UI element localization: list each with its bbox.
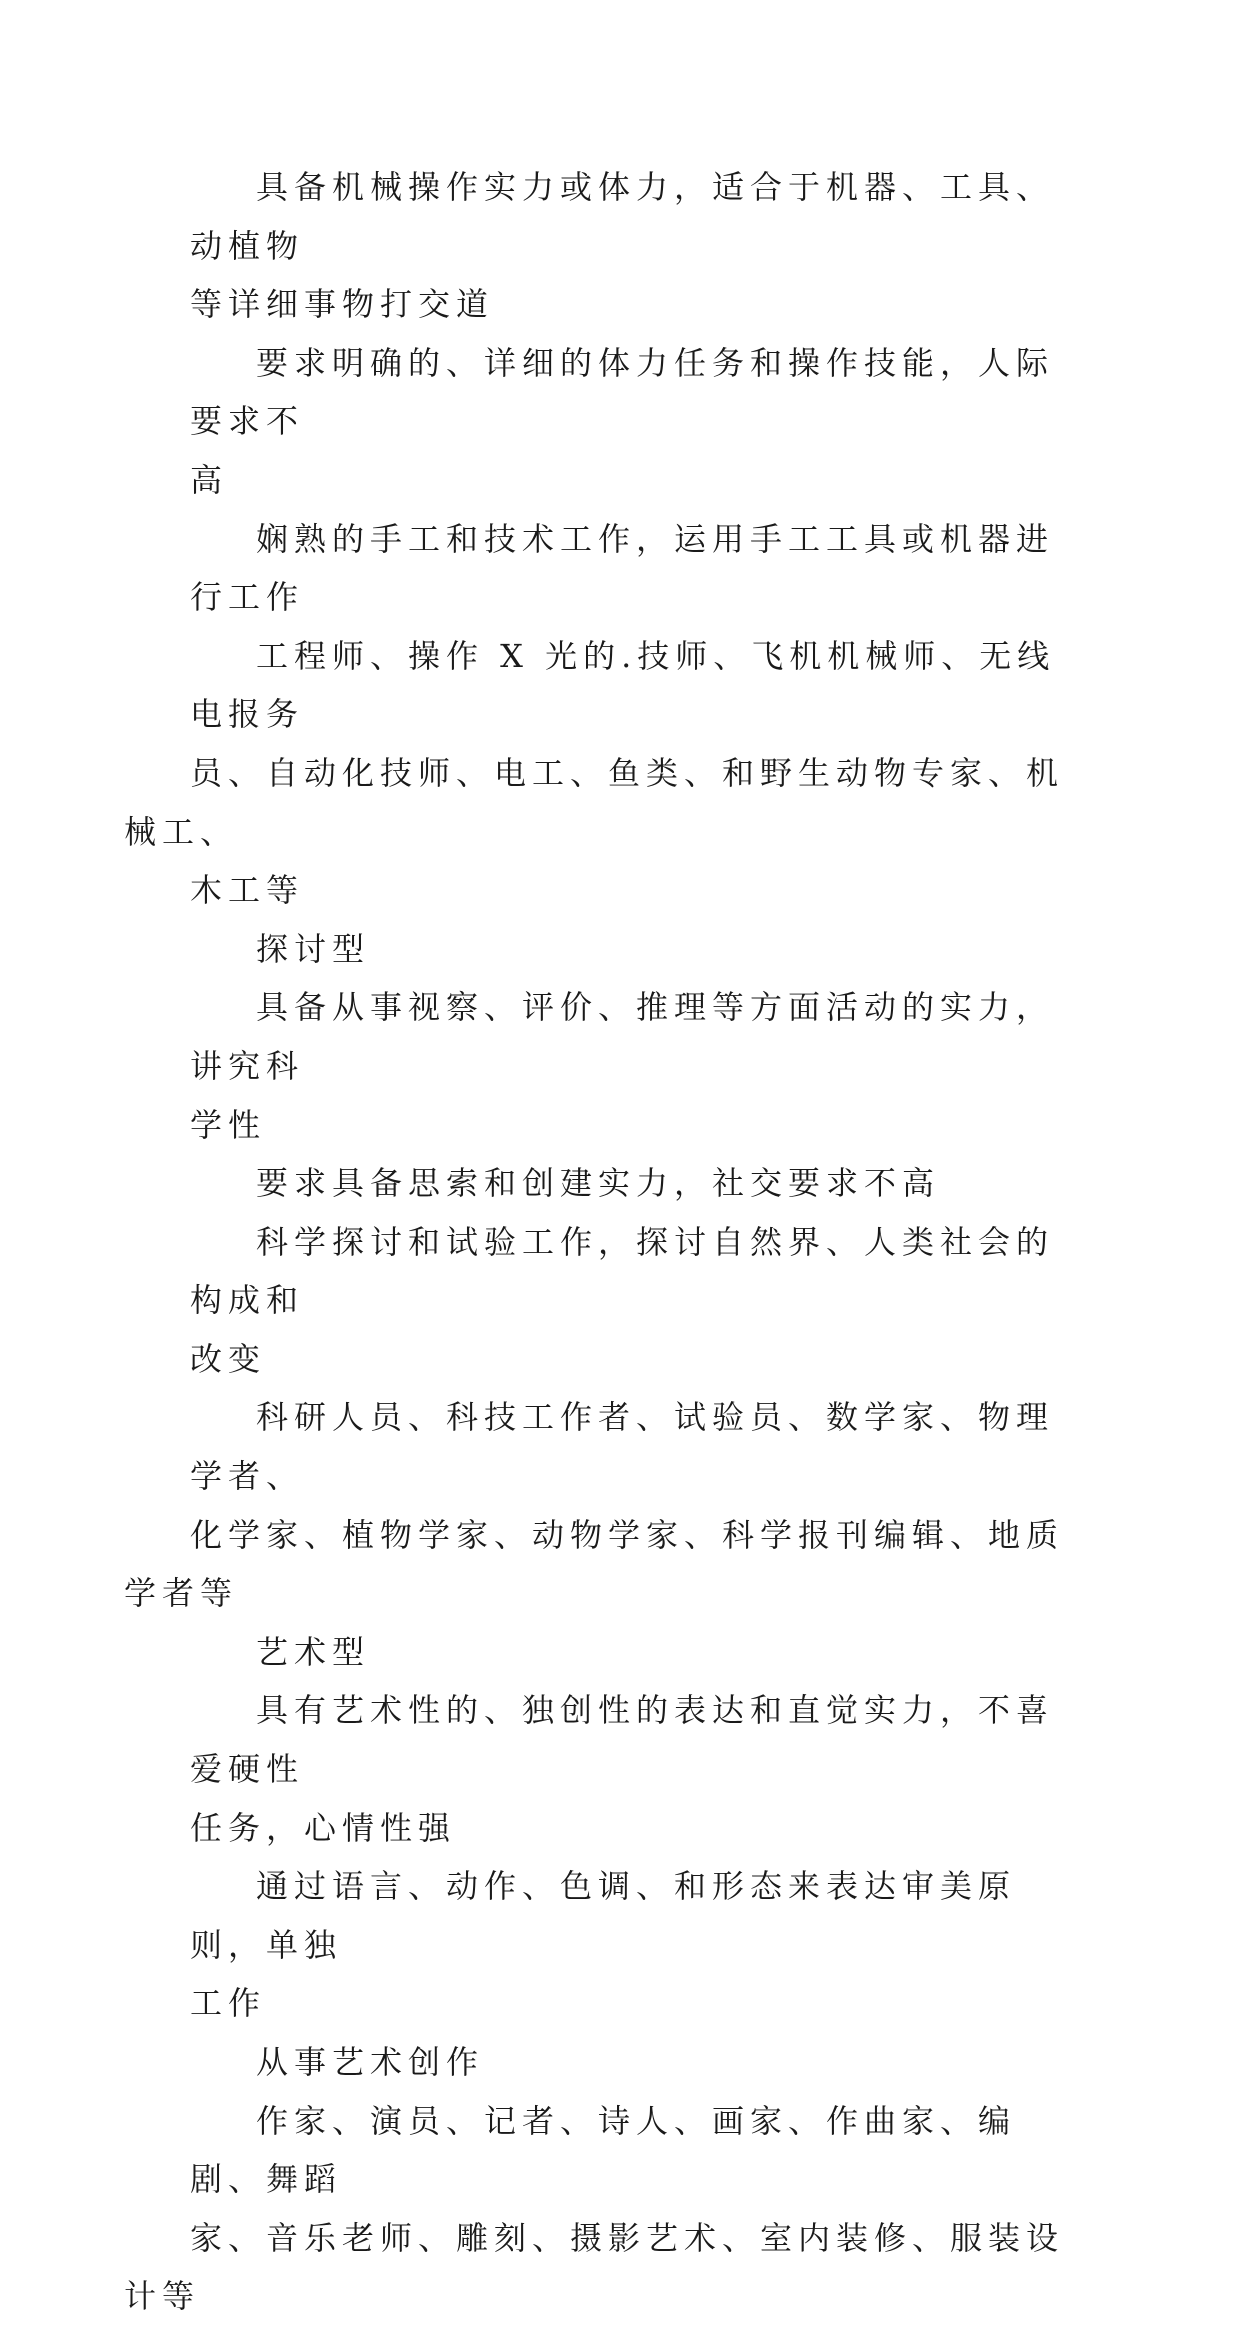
- text-line: 高: [190, 460, 229, 499]
- paragraph-aesthetic-expression: [190, 1857, 1070, 2033]
- text-line: 工程师、操作 X 光的.技师、飞机机械师、无线电报务: [190, 636, 1056, 734]
- paragraph-scientific-work: [190, 1213, 1070, 1389]
- text-line: 工作: [190, 1984, 267, 2023]
- text-line: 学性: [190, 1105, 267, 1144]
- text-line: 等详细事物打交道: [190, 285, 495, 324]
- text-line: 要求具备思索和创建实力，社交要求不高: [256, 1164, 941, 1203]
- paragraph-artistic-jobs: [124, 2092, 1070, 2326]
- paragraph-realistic-jobs: [124, 627, 1070, 920]
- paragraph-artistic-ability: [190, 1681, 1070, 1857]
- paragraph-physical-tasks: [190, 334, 1070, 510]
- text-line: 艺术型: [256, 1632, 371, 1671]
- text-line: 要求明确的、详细的体力任务和操作技能，人际要求不: [190, 343, 1055, 441]
- text-line: 员、自动化技师、电工、鱼类、和野生动物专家、机械工、: [124, 753, 1065, 851]
- text-line: 通过语言、动作、色调、和形态来表达审美原则，单独: [190, 1867, 1017, 1964]
- text-line: 具有艺术性的、独创性的表达和直觉实力，不喜爱硬性: [190, 1691, 1055, 1789]
- paragraph-manual-work: [190, 510, 1070, 627]
- paragraph-observation-ability: [190, 978, 1070, 1154]
- paragraph-thinking-ability: [190, 1154, 1070, 1213]
- text-line: 任务，心情性强: [190, 1808, 457, 1847]
- text-line: 科研人员、科技工作者、试验员、数学家、物理学者、: [190, 1398, 1055, 1496]
- text-line: 娴熟的手工和技术工作，运用手工工具或机器进行工作: [190, 519, 1055, 617]
- document-body: [124, 158, 1070, 2326]
- paragraph-artistic-creation: [190, 2033, 1070, 2092]
- heading-investigative-type: [190, 920, 1070, 979]
- text-line: 科学探讨和试验工作，探讨自然界、人类社会的构成和: [190, 1222, 1055, 1320]
- text-line: 作家、演员、记者、诗人、画家、作曲家、编剧、舞蹈: [190, 2101, 1017, 2199]
- heading-artistic-type: [190, 1623, 1070, 1682]
- paragraph-mechanical-ability: [190, 158, 1070, 334]
- text-line: 家、音乐老师、雕刻、摄影艺术、室内装修、服装设计等: [124, 2218, 1065, 2316]
- paragraph-investigative-jobs: [124, 1388, 1070, 1622]
- text-line: 化学家、植物学家、动物学家、科学报刊编辑、地质学者等: [124, 1515, 1065, 1613]
- text-line: 具备从事视察、评价、推理等方面活动的实力，讲究科: [190, 988, 1055, 1085]
- text-line: 木工等: [190, 871, 305, 910]
- text-line: 具备机械操作实力或体力，适合于机器、工具、动植物: [190, 168, 1055, 265]
- text-line: 改变: [190, 1339, 267, 1378]
- text-line: 从事艺术创作: [256, 2043, 485, 2081]
- text-line: 探讨型: [256, 929, 371, 968]
